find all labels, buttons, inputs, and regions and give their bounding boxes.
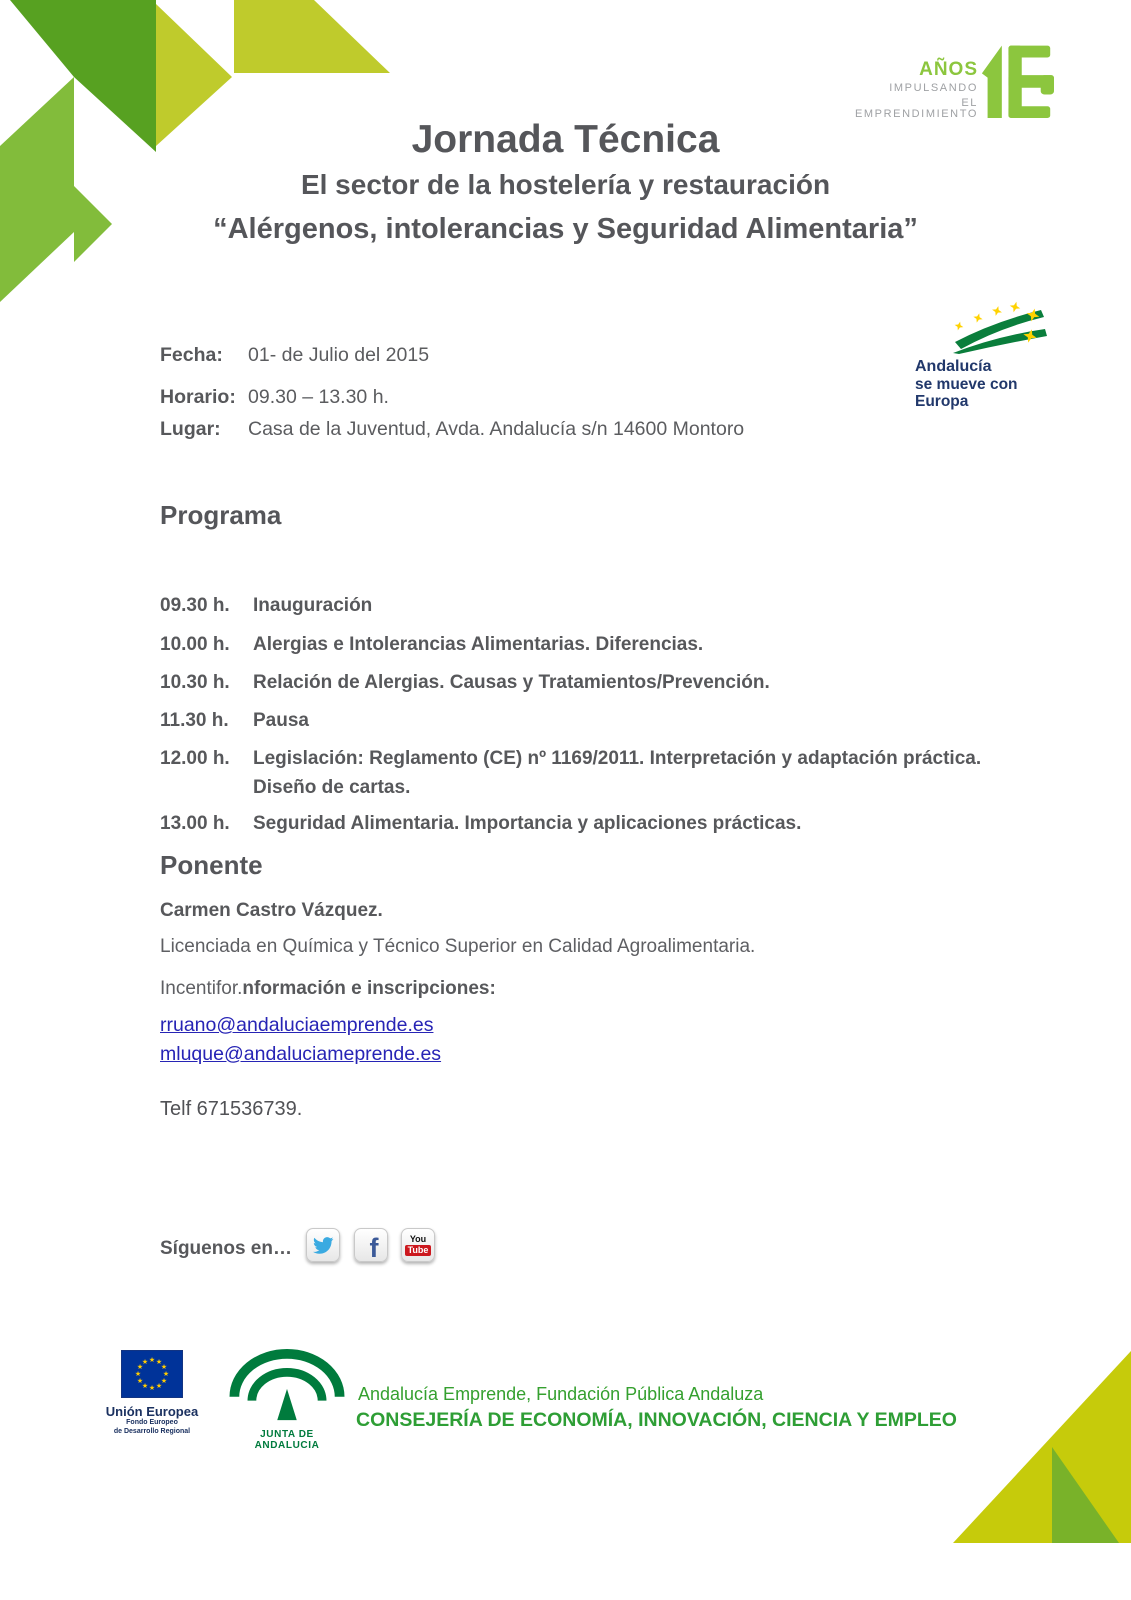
twitter-icon (312, 1236, 334, 1255)
email-link-mluque[interactable]: mluque@andaluciameprende.es (160, 1043, 442, 1065)
program-text: Pausa (253, 710, 309, 731)
program-item (160, 745, 983, 803)
inscripciones-line (160, 978, 496, 1000)
detail-fecha (160, 344, 429, 367)
program-item (160, 810, 983, 839)
eu-subtitle-1: Fondo Europeo (126, 1419, 178, 1426)
facebook-icon: f (369, 1232, 379, 1263)
fecha-label: Fecha: (160, 344, 223, 366)
page-title: Jornada Técnica (411, 118, 720, 161)
svg-text:★: ★ (148, 1384, 156, 1392)
program-item (160, 631, 983, 660)
program-item (160, 707, 983, 736)
corner-triangles-bottom-right-decoration (940, 1340, 1131, 1550)
fecha-value: 01- de Julio del 2015 (248, 344, 430, 366)
program-item (160, 669, 983, 698)
svg-text:★: ★ (136, 1377, 144, 1385)
siguenos-label: Síguenos en… (160, 1238, 292, 1259)
program-item (160, 592, 983, 621)
eu-flag-logo (97, 1350, 207, 1437)
impulsando-label: IMPULSANDO (889, 82, 978, 94)
svg-text:★: ★ (155, 1382, 163, 1390)
15-anos-logo (850, 28, 1050, 128)
ponente-name: Carmen Castro Vázquez. (160, 900, 383, 921)
page-subtitle-quote: “Alérgenos, intolerancias y Seguridad Alimentaria” (213, 213, 918, 245)
youtube-icon: You Tube (405, 1235, 432, 1256)
program-text: Alergias e Intolerancias Alimentarias. Diferencias. (253, 634, 704, 655)
svg-text:★: ★ (141, 1358, 149, 1366)
program-time: 10.30 h. (160, 672, 230, 693)
program-time: 12.00 h. (160, 748, 230, 769)
detail-horario (160, 386, 389, 409)
email-link-rruano[interactable]: rruano@andaluciaemprende.es (160, 1014, 434, 1036)
telf-line: Telf 671536739. (160, 1098, 303, 1120)
eu-flag-icon (121, 1350, 183, 1398)
eu-title: Unión Europea (105, 1404, 199, 1419)
program-time: 09.30 h. (160, 595, 230, 616)
europa-logo-line1: Andalucía (915, 358, 992, 375)
ponente-bio: Licenciada en Química y Técnico Superior en Calidad Agroalimentaria. (160, 936, 756, 957)
svg-text:★: ★ (160, 1363, 168, 1371)
junta-andalucia-logo (228, 1348, 346, 1451)
ponente-heading: Ponente (160, 850, 263, 880)
program-text: Legislación: Reglamento (CE) nº 1169/2011. Interpretación y adaptación práctica. Diseño de cartas. (253, 748, 982, 798)
svg-text:★: ★ (160, 1377, 168, 1385)
svg-text:★: ★ (162, 1370, 170, 1378)
youtube-button[interactable] (401, 1228, 435, 1262)
junta-andalucia-icon (228, 1348, 346, 1424)
page-subtitle: El sector de la hostelería y restauración (300, 169, 831, 200)
europa-logo-line2: se mueve con Europa (915, 375, 1018, 410)
svg-text:★: ★ (155, 1358, 163, 1366)
twitter-button[interactable] (306, 1228, 340, 1262)
detail-lugar (160, 418, 744, 441)
lugar-label: Lugar: (160, 418, 221, 440)
org-line-1: Andalucía Emprende, Fundación Pública Andaluza (358, 1384, 764, 1404)
program-text: Seguridad Alimentaria. Importancia y aplicaciones prácticas. (253, 813, 802, 834)
svg-text:★: ★ (134, 1370, 142, 1378)
svg-text:★: ★ (148, 1356, 156, 1364)
programa-heading: Programa (160, 500, 282, 530)
svg-text:★: ★ (141, 1382, 149, 1390)
email-line-2 (160, 1043, 441, 1066)
email-line-1 (160, 1014, 433, 1037)
program-text: Inauguración (253, 595, 373, 616)
horario-value: 09.30 – 13.30 h. (248, 386, 389, 408)
horario-label: Horario: (160, 386, 236, 408)
lugar-value: Casa de la Juventud, Avda. Andalucía s/n 14600 Montoro (248, 418, 745, 440)
inscripciones-bold: nformación e inscripciones: (242, 978, 496, 999)
europa-swoosh-stars-icon (893, 296, 1063, 354)
svg-text:★: ★ (136, 1363, 144, 1371)
15-anos-text-column (850, 60, 978, 120)
inscripciones-prefix: Incentifor. (160, 978, 243, 999)
fifteen-glyph-icon (980, 44, 1054, 118)
program-time: 13.00 h. (160, 813, 230, 834)
junta-label: JUNTA DE ANDALUCIA (254, 1429, 320, 1451)
emprendimiento-label: EL EMPRENDIMIENTO (854, 97, 978, 120)
program-time: 10.00 h. (160, 634, 230, 655)
program-text: Relación de Alergias. Causas y Tratamientos/Prevención. (253, 672, 770, 693)
anos-label: AÑOS (919, 59, 978, 80)
andalucia-europa-logo (893, 296, 1069, 410)
org-line-2: CONSEJERÍA DE ECONOMÍA, INNOVACIÓN, CIENCIA Y EMPLEO (356, 1409, 957, 1431)
program-time: 11.30 h. (160, 710, 229, 731)
facebook-button[interactable] (354, 1228, 388, 1262)
eu-subtitle-2: de Desarrollo Regional (113, 1427, 191, 1435)
